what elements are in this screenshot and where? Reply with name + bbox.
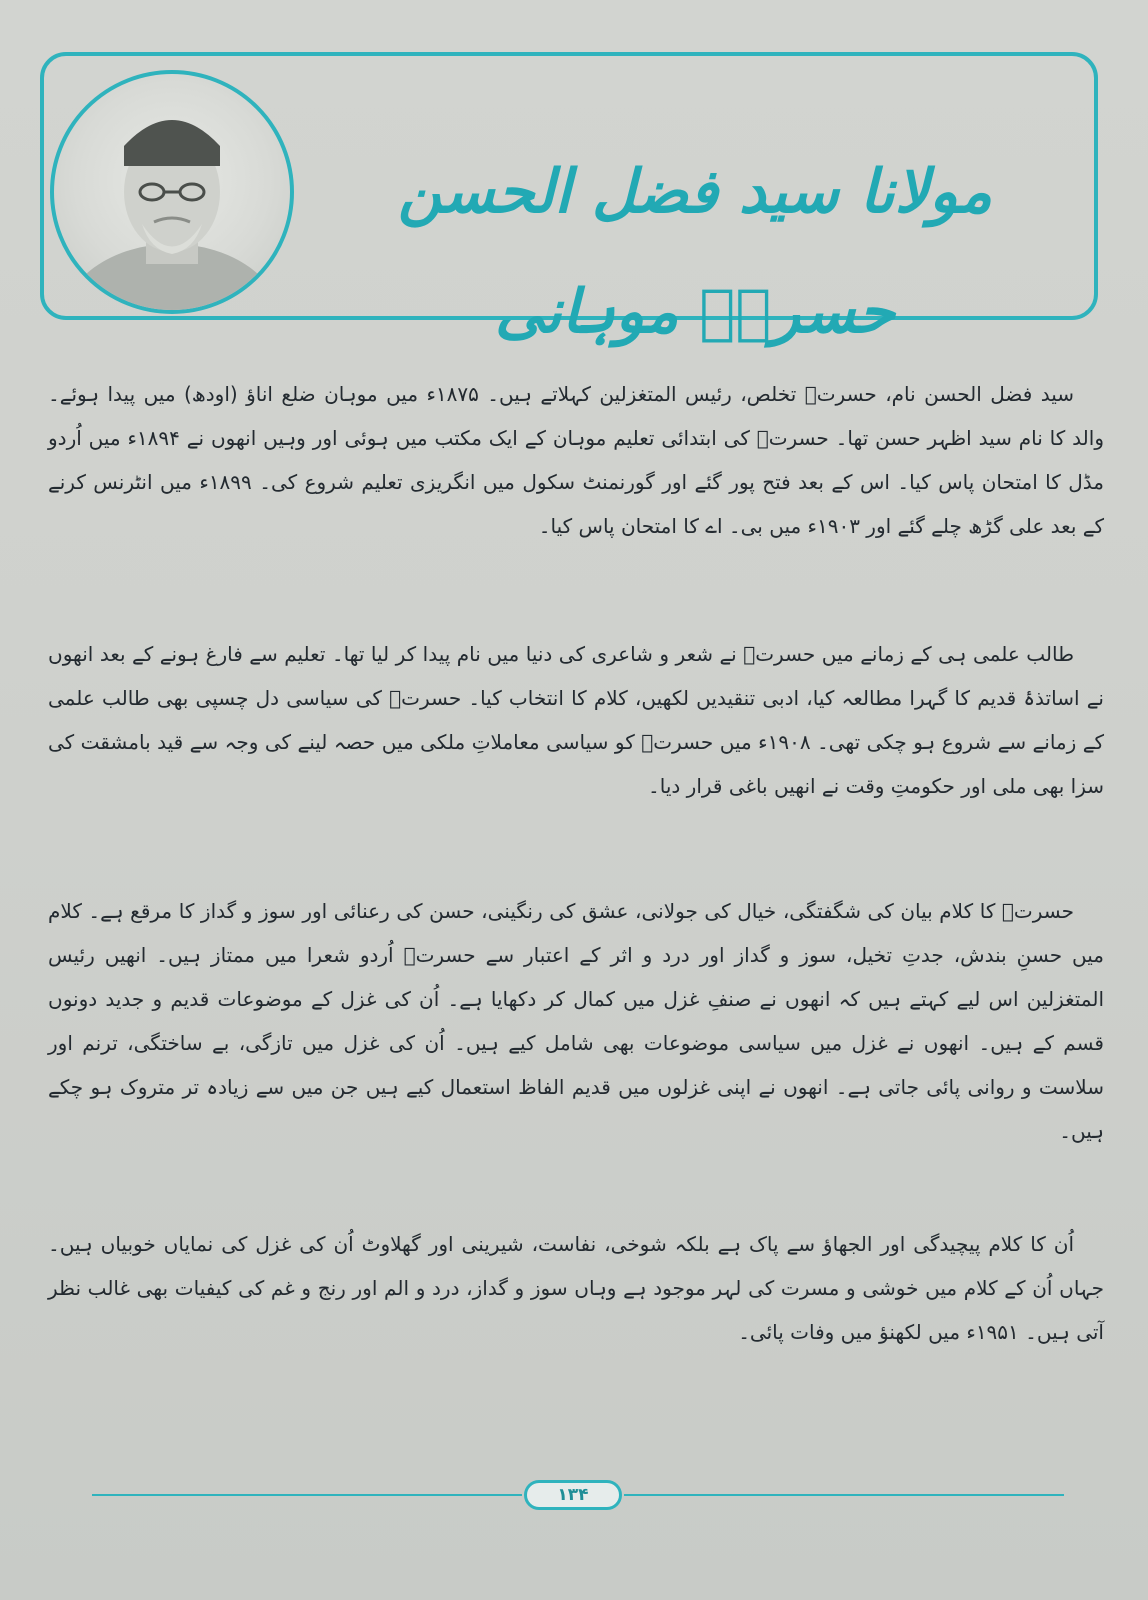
paragraph-4: اُن کا کلام پیچیدگی اور الجھاؤ سے پاک ہے بلکہ شوخی، نفاست، شیرینی اور گھلاوٹ اُن کی غزل کی نمایاں خوبیاں ہیں۔ جہاں اُن کے کلام میں خوشی و مسرت کی لہر موجود ہے وہاں سوز و گداز، درد و الم اور رنج و غم کی کیفیات بھی غالب نظر آتی ہیں۔ ۱۹۵۱ء میں لکھنؤ میں وفات پائی۔ <box>48 1232 1104 1344</box>
paragraph-2: طالب علمی ہی کے زمانے میں حسرتؔ نے شعر و شاعری کی دنیا میں نام پیدا کر لیا تھا۔ تعلیم سے فارغ ہونے کے بعد انھوں نے اساتذۂ قدیم کا گہرا مطالعہ کیا، ادبی تنقیدیں لکھیں، کلام کا انتخاب کیا۔ حسرتؔ کی سیاسی دل چسپی بھی طالب علمی کے زمانے سے شروع ہو چکی تھی۔ ۱۹۰۸ء میں حسرتؔ کو سیاسی معاملاتِ ملکی میں حصہ لینے کی وجہ سے قید بامشقت کی سزا بھی ملی اور حکومتِ وقت نے انھیں باغی قرار دیا۔ <box>48 642 1105 798</box>
portrait-illustration <box>54 74 290 310</box>
portrait-photo <box>50 70 294 314</box>
paragraph-1: سید فضل الحسن نام، حسرتؔ تخلص، رئیس المتغزلین کہلاتے ہیں۔ ۱۸۷۵ء میں موہان ضلع اناؤ (اودھ) میں پیدا ہوئے۔ والد کا نام سید اظہر حسن تھا۔ حسرتؔ کی ابتدائی تعلیم موہان کے ایک مکتب میں ہوئی اور وہیں انھوں نے ۱۸۹۴ء میں اُردو مڈل کا امتحان پاس کیا۔ اس کے بعد فتح پور گئے اور گورنمنٹ سکول میں انگریزی تعلیم شروع کی۔ ۱۸۹۹ء میں انٹرنس کرنے کے بعد علی گڑھ چلے گئے اور ۱۹۰۳ء میں بی۔ اے کا امتحان پاس کیا۔ <box>48 382 1104 538</box>
paragraph-3: حسرتؔ کا کلام بیان کی شگفتگی، خیال کی جولانی، عشق کی رنگینی، حسن کی رعنائی اور سوز و گداز کا مرقع ہے۔ کلام میں حسنِ بندش، جدتِ تخیل، سوز و گداز اور درد و اثر کے اعتبار سے حسرتؔ اُردو شعرا میں ممتاز ہیں۔ انھیں رئیس المتغزلین اس لیے کہتے ہیں کہ انھوں نے صنفِ غزل میں کمال کر دکھایا ہے۔ اُن کی غزل کے موضوعات قدیم و جدید دونوں قسم کے ہیں۔ انھوں نے غزل میں سیاسی موضوعات بھی شامل کیے ہیں۔ اُن کی غزل میں تازگی، بے ساختگی، ترنم اور سلاست و روانی پائی جاتی ہے۔ انھوں نے اپنی غزلوں میں قدیم الفاظ استعمال کیے ہیں جن میں سے زیادہ تر متروک ہو چکے ہیں۔ <box>48 899 1104 1143</box>
page-number: ۱۳۴ <box>524 1480 622 1510</box>
body-text <box>48 372 1104 1392</box>
footer-rule-left <box>92 1494 522 1496</box>
page-title: مولانا سید فضل الحسن حسرتؔ موہانی <box>398 157 992 347</box>
footer-rule-right <box>624 1494 1064 1496</box>
